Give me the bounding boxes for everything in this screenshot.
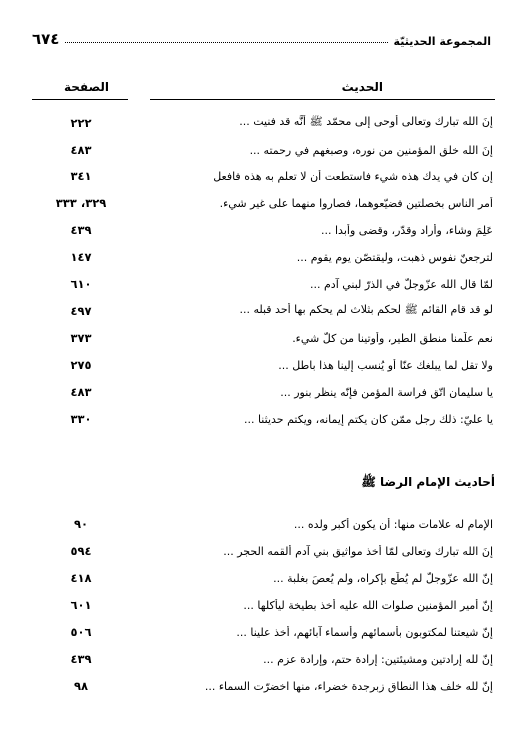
index-row <box>26 674 495 698</box>
index-row <box>26 218 495 242</box>
index-row <box>26 245 495 269</box>
section-title: أحاديث الإمام الرضا ﷺ <box>361 475 495 489</box>
hadith-text: يا عليّ: ذلك رجل ممّن كان يكتم إيمانه، ويكتم حديثنا ... <box>243 412 493 426</box>
index-row <box>26 380 495 404</box>
hadith-text: لمّا قال الله عزّوجلّ في الذرّ لبني آدم ... <box>310 277 493 291</box>
page-ref: ٥٠٦ <box>70 625 92 639</box>
page-ref: ٤٣٩ <box>70 652 92 666</box>
hadith-text: إنّ لله إرادتين ومشيئتين: إرادة حتم، وإرادة عزم ... <box>263 652 493 666</box>
page-ref: ٦٠١ <box>70 598 92 612</box>
page-ref: ٩٠ <box>73 517 89 531</box>
hadith-text: إنّ شيعتنا لمكتوبون بأسمائهم وأسماء آبائهم، أخذ علينا ... <box>236 625 493 639</box>
page-ref: ٥٩٤ <box>70 544 92 558</box>
column-header-page: الصفحة <box>64 80 110 94</box>
column-header-hadith-rule <box>150 99 495 100</box>
hadith-text: عَلِمَ وشاء، وأراد وقدّر، وقضى وأبدا ... <box>321 223 493 237</box>
hadith-text: الإمام له علامات منها: أن يكون أكبر ولده ... <box>293 517 493 531</box>
page-ref: ٤١٨ <box>70 571 92 585</box>
page-header <box>26 26 495 48</box>
hadith-text: ولا تقل لما يبلغك عنّا أو يُنسب إلينا هذا باطل ... <box>278 358 493 372</box>
hadith-text: أُمر الناس بخصلتين فضيّعوهما، فصاروا منهما على غير شيء. <box>219 196 493 210</box>
index-row <box>26 191 495 215</box>
page-ref: ٦١٠ <box>70 277 92 291</box>
index-row <box>26 299 495 323</box>
index-row <box>26 326 495 350</box>
hadith-text: إنَ الله خلق المؤمنين من نوره، وصبغهم في رحمته ... <box>249 143 493 157</box>
index-row <box>26 138 495 162</box>
header-dot-leader <box>65 42 387 43</box>
page-ref: ٤٩٧ <box>70 304 92 318</box>
index-row <box>26 353 495 377</box>
page-ref: ٣٤١ <box>70 169 92 183</box>
index-row <box>26 111 495 135</box>
index-row <box>26 164 495 188</box>
page-ref: ١٤٧ <box>70 250 92 264</box>
page-number: ٦٧٤ <box>32 30 60 48</box>
page-ref: ٣٣٠ <box>70 412 92 426</box>
hadith-text: إنَ الله تبارك وتعالى أوحى إلى محمّد ﷺ أنَّه قد فنيت ... <box>239 115 493 128</box>
index-row <box>26 620 495 644</box>
hadith-text: إن كان في يدك هذه شيء فاستطعت أن لا تعلم به هذه فافعل <box>213 169 493 183</box>
index-row <box>26 407 495 431</box>
index-row <box>26 539 495 563</box>
hadith-text: يا سليمان اتّق فراسة المؤمن فإنّه ينظر بنور ... <box>280 385 493 399</box>
column-header-page-rule <box>32 99 128 100</box>
index-row <box>26 593 495 617</box>
page-ref: ٤٨٣ <box>70 385 92 399</box>
index-row <box>26 566 495 590</box>
hadith-text: نعم علّمنا منطق الطير، وأُوتينا من كلّ شيء. <box>292 331 493 345</box>
hadith-text: إنَ الله تبارك وتعالى لمّا أخذ مواثيق بني آدم ألقمه الحجر ... <box>223 544 493 558</box>
page-ref: ٤٣٩ <box>70 223 92 237</box>
hadith-text: لو قد قام القائم ﷺ لحكم بثلاث لم يحكم بها أحد قبله ... <box>239 303 493 316</box>
hadith-text: إنّ لله خلف هذا النطاق زبرجدة خضراء، منها اخضرّت السماء ... <box>204 679 493 693</box>
page-ref: ٣٢٩، ٣٣٣ <box>55 196 107 210</box>
page-ref: ٢٧٥ <box>70 358 92 372</box>
running-title: المجموعة الحديثيّة <box>393 35 491 48</box>
column-header-hadith: الحديث <box>341 80 383 94</box>
page-ref: ٣٧٣ <box>70 331 92 345</box>
hadith-text: إنّ الله عزّوجلّ لم يُطَع بإكراه، ولم يُعصَ بغلبة ... <box>273 571 493 585</box>
index-row <box>26 647 495 671</box>
hadith-text: إنّ أمير المؤمنين صلوات الله عليه أخذ بطيخة ليأكلها ... <box>243 598 493 612</box>
page-ref: ٩٨ <box>73 679 89 693</box>
hadith-text: لترجعنّ نفوس ذهبت، وليقتصّن يوم يقوم ... <box>296 250 493 264</box>
page-ref: ٢٢٢ <box>70 116 92 130</box>
index-row <box>26 512 495 536</box>
page-ref: ٤٨٣ <box>70 143 92 157</box>
index-row <box>26 272 495 296</box>
